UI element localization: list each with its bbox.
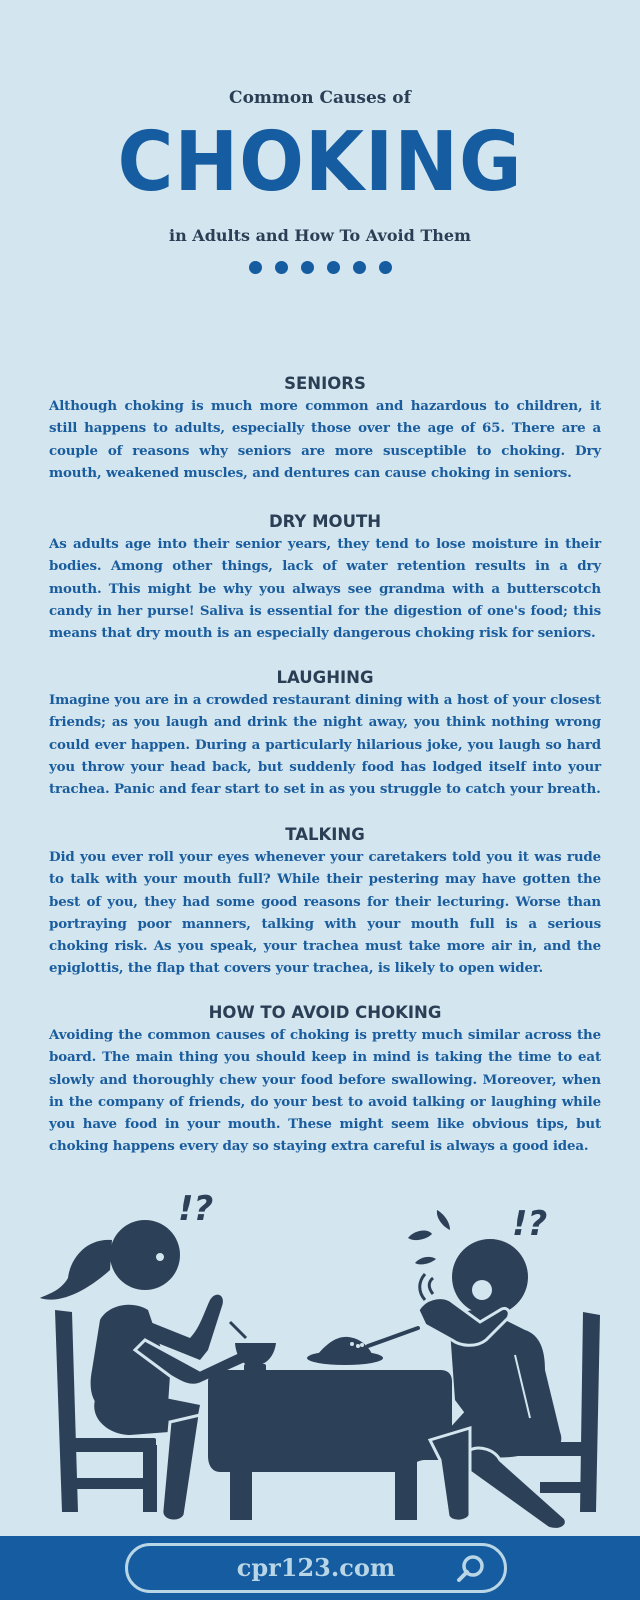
title-subtitle: in Adults and How To Avoid Them: [169, 226, 471, 245]
section-body: Avoiding the common causes of choking is pretty much similar across the board. The main thing you should keep in mind is taking the time to eat slowly and thoroughly chew your food before swallowing. Moreover, when in the company of friends, do your best to avoid talking or laughing while you have food in your mouth. These might seem like obvious tips, but choking happens every day so staying extra careful is always a good idea.: [49, 1027, 601, 1155]
section-dry-mouth: [49, 511, 601, 644]
section-laughing: [49, 667, 601, 800]
section-how-to-avoid: [49, 1002, 601, 1158]
dot-icon: [379, 261, 392, 274]
section-heading: HOW TO AVOID CHOKING: [208, 1003, 442, 1022]
section-body: Did you ever roll your eyes whenever your caretakers told you it was rude to talk with your mouth full? While their pestering may have gotten the best of you, they had some good reasons for their lecturing. Worse than portraying poor manners, talking with your mouth full is a serious choking risk. As you speak, your trachea must take more air in, and the epiglottis, the flap that covers your trachea, is likely to open wider.: [49, 849, 601, 977]
dot-icon: [353, 261, 366, 274]
section-body: As adults age into their senior years, they tend to lose moisture in their bodies. Among other things, lack of water retention results in a dry mouth. This might be why you always see grandma with a butterscotch candy in her purse! Saliva is essential for the digestion of one's food; this means that dry mouth is an especially dangerous choking risk for seniors.: [49, 536, 601, 642]
dot-icon: [301, 261, 314, 274]
dot-icon: [327, 261, 340, 274]
dot-icon: [275, 261, 288, 274]
section-talking: [49, 824, 601, 980]
url-search-box[interactable]: [125, 1543, 507, 1593]
search-icon[interactable]: [456, 1554, 486, 1584]
section-heading: SENIORS: [284, 374, 366, 393]
page-title: CHOKING: [117, 115, 523, 210]
decorative-dots: [0, 261, 640, 274]
section-body: Imagine you are in a crowded restaurant dining with a host of your closest friends; as you laugh and drink the night away, you think nothing wrong could ever happen. During a particularly hilarious joke, you laugh so hard you throw your head back, but suddenly food has lodged itself into your trachea. Panic and fear start to set in as you struggle to catch your breath.: [49, 692, 601, 798]
footer-bar: [0, 1536, 640, 1600]
exclaim-question-icon: !?: [178, 1189, 214, 1229]
section-heading: LAUGHING: [276, 668, 374, 687]
section-heading: DRY MOUTH: [268, 512, 382, 531]
section-seniors: [49, 373, 601, 484]
choking-diners-illustration: [0, 1160, 640, 1537]
dot-icon: [249, 261, 262, 274]
section-body: Although choking is much more common and hazardous to children, it still happens to adults, especially those over the age of 65. There are a couple of reasons why seniors are more susceptible to choking. Dry mouth, weakened muscles, and dentures can cause choking in seniors.: [49, 398, 601, 481]
section-heading: TALKING: [285, 825, 365, 844]
title-kicker: Common Causes of: [229, 88, 411, 108]
exclaim-question-icon: !?: [512, 1204, 548, 1244]
site-url[interactable]: cpr123.com: [236, 1553, 396, 1582]
